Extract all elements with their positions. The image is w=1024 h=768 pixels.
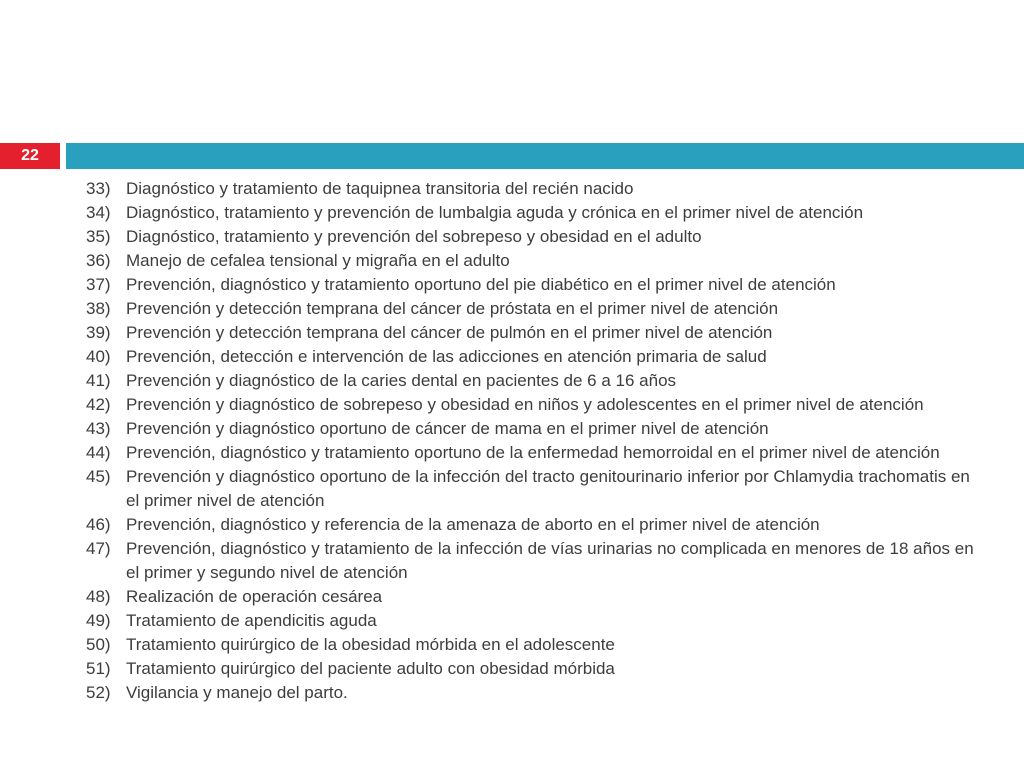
list-item [86,177,976,201]
list-item-text: Tratamiento quirúrgico de la obesidad mórbida en el adolescente [126,635,615,654]
list-item [86,609,976,633]
guideline-list [86,177,976,705]
list-item-number: 45) [86,467,111,486]
list-item-text: Tratamiento de apendicitis aguda [126,611,377,630]
list-item-text: Vigilancia y manejo del parto. [126,683,348,702]
list-item-number: 38) [86,299,111,318]
list-item-text: Prevención, diagnóstico y tratamiento oportuno del pie diabético en el primer nivel de atención [126,275,836,294]
list-item-text: Prevención, diagnóstico y tratamiento de la infección de vías urinarias no complicada en menores de 18 años en el primer y segundo nivel de atención [126,539,974,582]
list-item-number: 46) [86,515,111,534]
list-item [86,321,976,345]
list-item-text: Manejo de cefalea tensional y migraña en el adulto [126,251,510,270]
list-item-text: Prevención, diagnóstico y tratamiento oportuno de la enfermedad hemorroidal en el primer nivel de atención [126,443,940,462]
list-item-number: 52) [86,683,111,702]
list-item-number: 41) [86,371,111,390]
list-item-number: 34) [86,203,111,222]
list-item-number: 47) [86,539,111,558]
list-item-number: 44) [86,443,111,462]
list-item [86,249,976,273]
list-item-number: 49) [86,611,111,630]
list-item-number: 36) [86,251,111,270]
list-item-text: Prevención, diagnóstico y referencia de la amenaza de aborto en el primer nivel de atención [126,515,820,534]
list-item [86,537,976,585]
list-item [86,441,976,465]
list-item-text: Realización de operación cesárea [126,587,383,606]
list-item-number: 50) [86,635,111,654]
list-item-number: 48) [86,587,111,606]
list-item [86,633,976,657]
list-item-number: 33) [86,179,111,198]
list-item [86,681,976,705]
list-item-number: 51) [86,659,111,678]
list-item [86,393,976,417]
list-item [86,297,976,321]
list-item-text: Prevención y detección temprana del cáncer de próstata en el primer nivel de atención [126,299,779,318]
list-item-number: 42) [86,395,111,414]
list-item-text: Prevención, detección e intervención de las adicciones en atención primaria de salud [126,347,767,366]
list-item [86,513,976,537]
list-item [86,585,976,609]
list-item-number: 39) [86,323,111,342]
list-item-text: Diagnóstico, tratamiento y prevención del sobrepeso y obesidad en el adulto [126,227,702,246]
list-item-text: Diagnóstico, tratamiento y prevención de lumbalgia aguda y crónica en el primer nivel de atención [126,203,864,222]
list-item-text: Prevención y diagnóstico oportuno de cáncer de mama en el primer nivel de atención [126,419,769,438]
list-item [86,201,976,225]
list-item-text: Prevención y diagnóstico de sobrepeso y obesidad en niños y adolescentes en el primer nivel de atención [126,395,924,414]
list-item [86,657,976,681]
list-item [86,225,976,249]
list-item-number: 40) [86,347,111,366]
list-item [86,273,976,297]
list-item-text: Diagnóstico y tratamiento de taquipnea transitoria del recién nacido [126,179,634,198]
list-item-number: 35) [86,227,111,246]
list-item-number: 37) [86,275,111,294]
list-item-number: 43) [86,419,111,438]
list-item-text: Prevención y diagnóstico oportuno de la infección del tracto genitourinario inferior por Chlamydia trachomatis en el primer nivel de atención [126,467,970,510]
list-item [86,417,976,441]
list-item-text: Prevención y diagnóstico de la caries dental en pacientes de 6 a 16 años [126,371,677,390]
title-bar [66,143,1024,169]
list-item-text: Tratamiento quirúrgico del paciente adulto con obesidad mórbida [126,659,615,678]
list-item-text: Prevención y detección temprana del cáncer de pulmón en el primer nivel de atención [126,323,773,342]
list-item [86,345,976,369]
slide-number: 22 [0,143,60,169]
list-item [86,369,976,393]
list-item [86,465,976,513]
